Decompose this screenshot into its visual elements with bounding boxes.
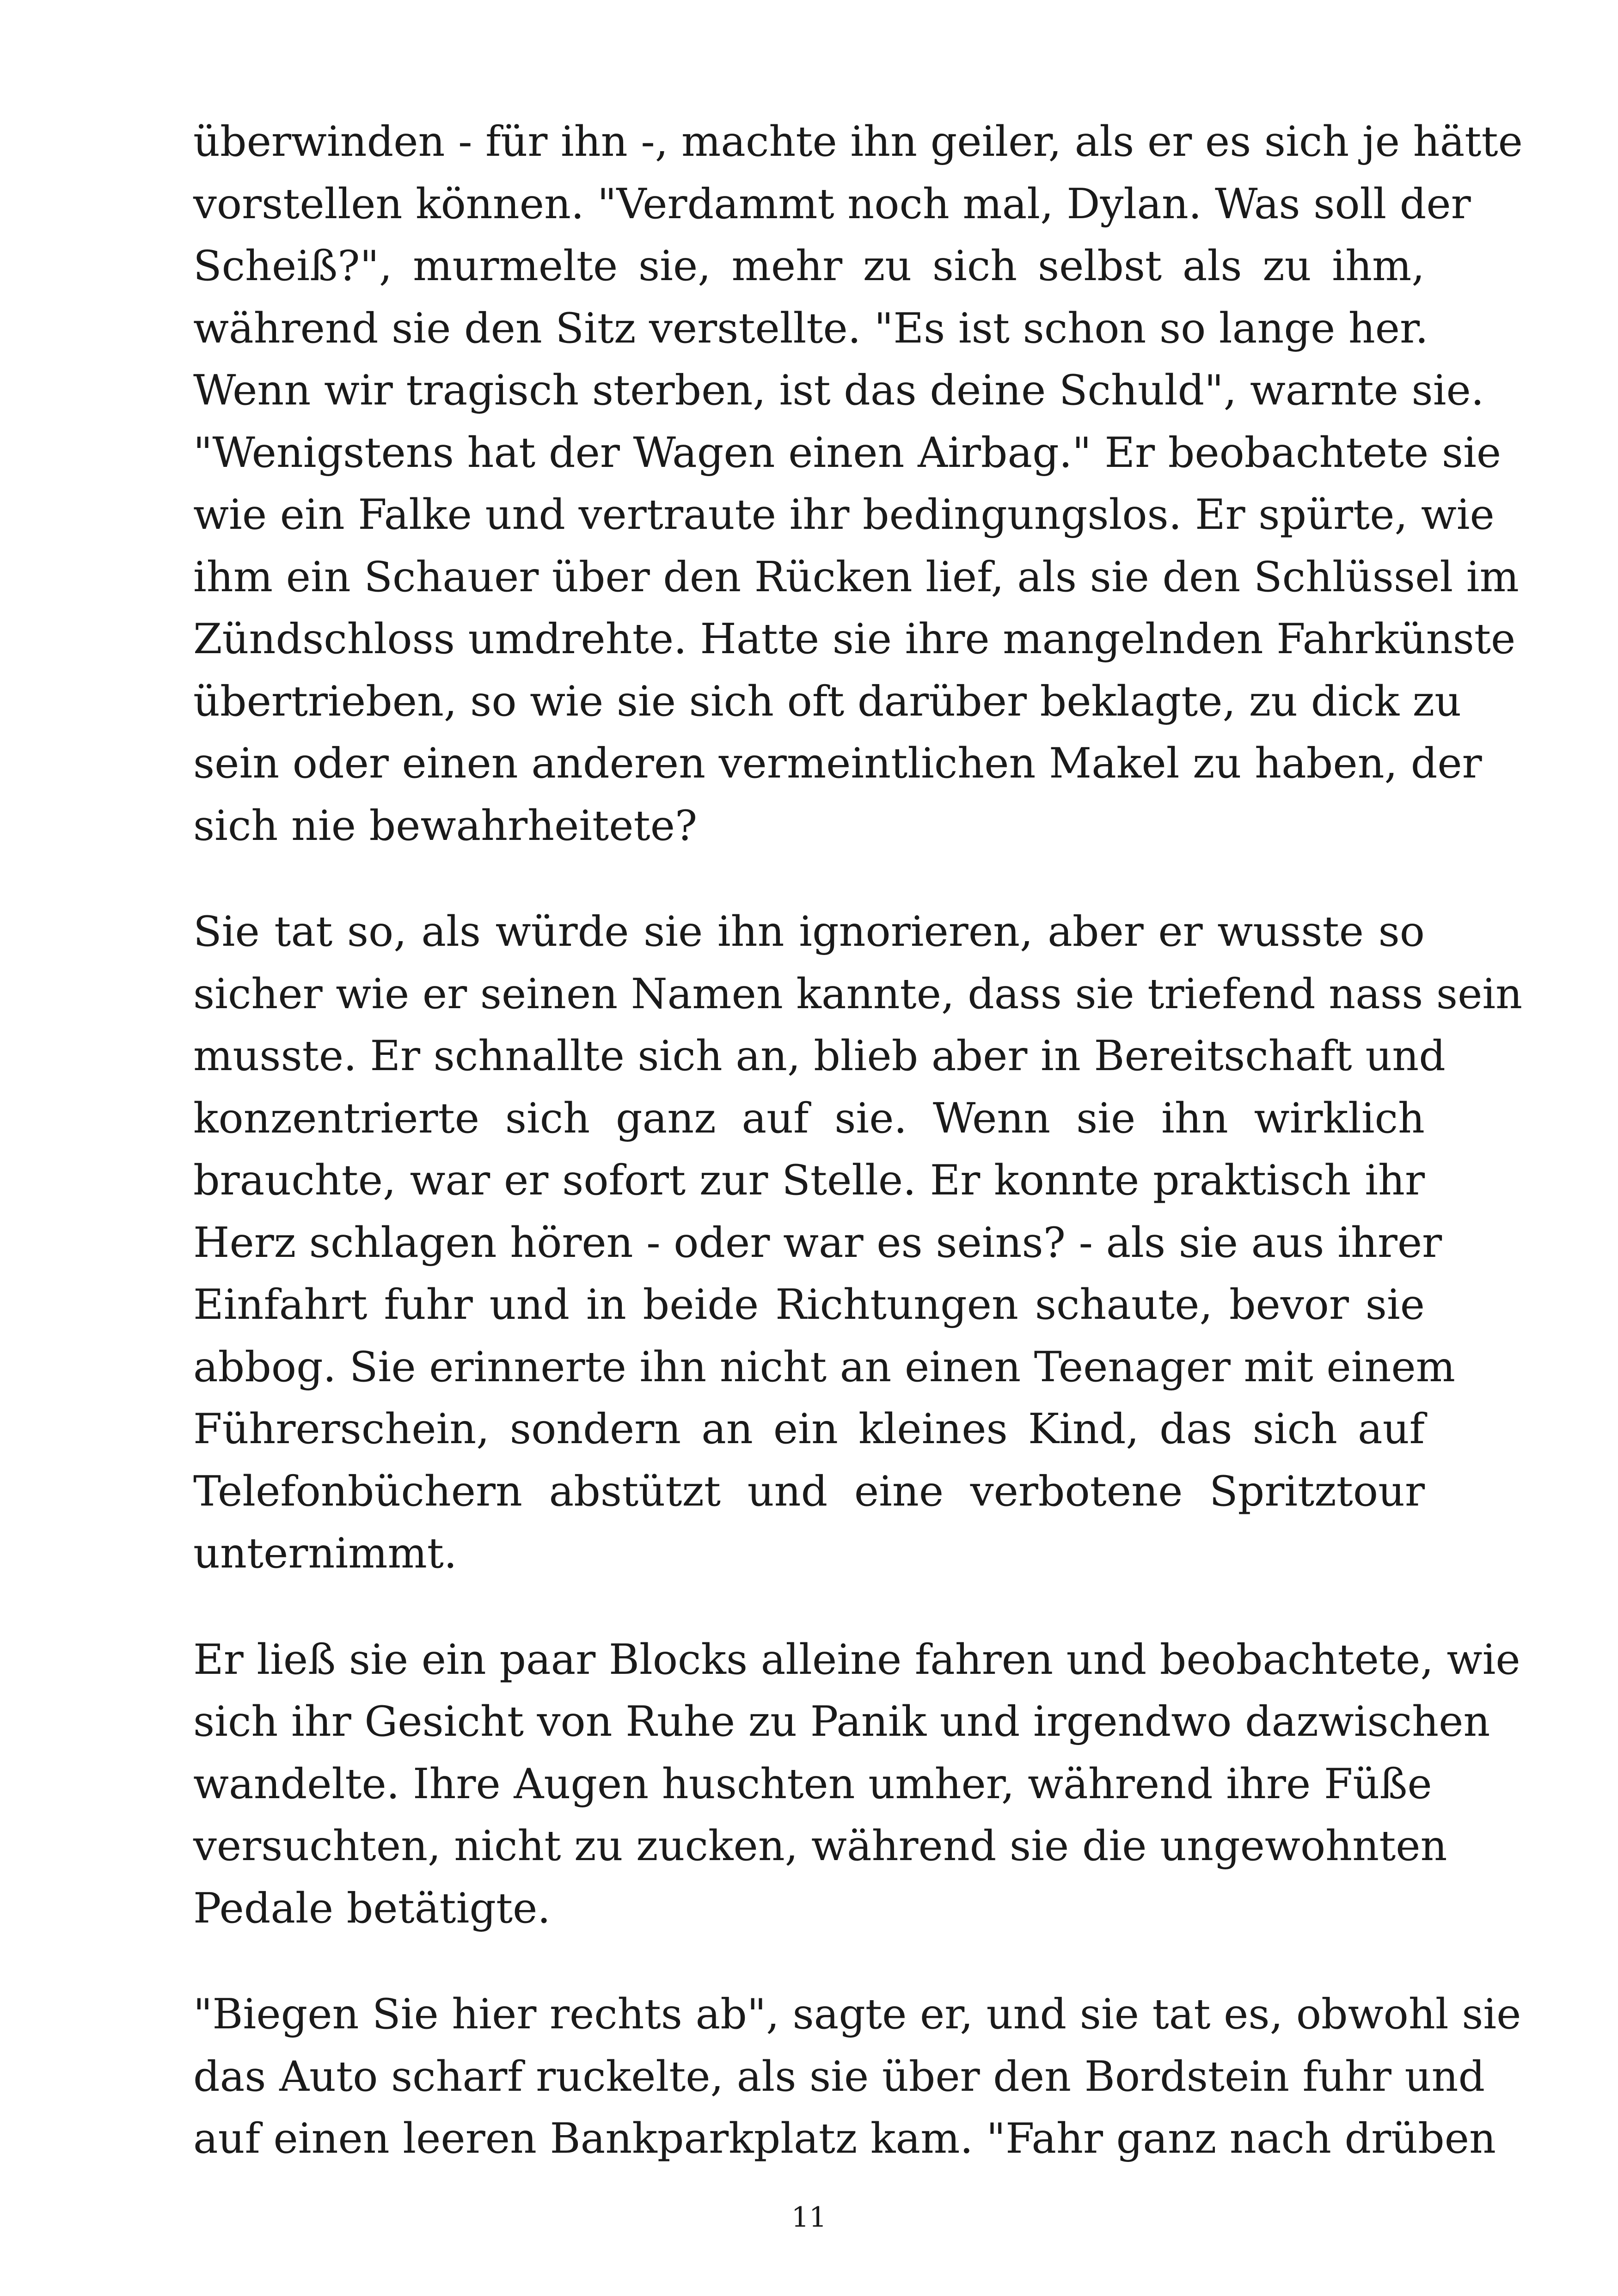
text-line: überwinden - für ihn -, machte ihn geiler, als er es sich je hätte — [193, 117, 1523, 166]
text-line: konzentrierte sich ganz auf sie. Wenn sie ihn wirklich — [193, 1094, 1425, 1143]
text-line: Er ließ sie ein paar Blocks alleine fahren und beobachtete, wie — [193, 1635, 1520, 1684]
paragraph — [193, 1629, 1520, 1940]
text-line: Wenn wir tragisch sterben, ist das deine Schuld", warnte sie. — [193, 366, 1484, 415]
text-line: Zündschloss umdrehte. Hatte sie ihre mangelnden Fahrkünste — [193, 615, 1516, 663]
paragraph — [193, 1984, 1521, 2170]
body-text — [193, 111, 1523, 2214]
text-line: ihm ein Schauer über den Rücken lief, als sie den Schlüssel im — [193, 552, 1519, 601]
text-line: Scheiß?", murmelte sie, mehr zu sich selbst als zu ihm, — [193, 242, 1425, 290]
text-line: sich nie bewahrheitete? — [193, 801, 698, 850]
text-line: abbog. Sie erinnerte ihn nicht an einen Teenager mit einem — [193, 1342, 1456, 1391]
text-line: versuchten, nicht zu zucken, während sie die ungewohnten — [193, 1822, 1447, 1870]
text-line: Pedale betätigte. — [193, 1884, 551, 1933]
text-line: übertrieben, so wie sie sich oft darüber beklagte, zu dick zu — [193, 677, 1462, 726]
text-line: Sie tat so, als würde sie ihn ignorieren, aber er wusste so — [193, 907, 1425, 956]
text-line: "Biegen Sie hier rechts ab", sagte er, und sie tat es, obwohl sie — [193, 1990, 1521, 2039]
text-line: vorstellen können. "Verdammt noch mal, Dylan. Was soll der — [193, 179, 1471, 228]
text-line: Telefonbüchern abstützt und eine verbotene Spritztour — [193, 1467, 1425, 1516]
text-line: musste. Er schnallte sich an, blieb aber in Bereitschaft und — [193, 1032, 1446, 1080]
text-line: wie ein Falke und vertraute ihr bedingungslos. Er spürte, wie — [193, 490, 1495, 539]
text-line: Einfahrt fuhr und in beide Richtungen schaute, bevor sie — [193, 1280, 1425, 1329]
page-number: 11 — [791, 2201, 827, 2234]
paragraph — [193, 111, 1523, 857]
text-line: unternimmt. — [193, 1529, 457, 1578]
text-line: "Wenigstens hat der Wagen einen Airbag." Er beobachtete sie — [193, 428, 1502, 477]
text-line: sicher wie er seinen Namen kannte, dass sie triefend nass sein — [193, 969, 1523, 1018]
text-line: Herz schlagen hören - oder war es seins? - als sie aus ihrer — [193, 1218, 1442, 1267]
text-line: brauchte, war er sofort zur Stelle. Er konnte praktisch ihr — [193, 1156, 1425, 1205]
text-line: sein oder einen anderen vermeintlichen Makel zu haben, der — [193, 739, 1482, 788]
text-line: sich ihr Gesicht von Ruhe zu Panik und irgendwo dazwischen — [193, 1697, 1490, 1746]
text-line: Führerschein, sondern an ein kleines Kind, das sich auf — [193, 1405, 1425, 1453]
paragraph — [193, 901, 1523, 1585]
text-line: während sie den Sitz verstellte. "Es ist schon so lange her. — [193, 304, 1428, 353]
text-line: wandelte. Ihre Augen huschten umher, während ihre Füße — [193, 1759, 1432, 1808]
text-line: auf einen leeren Bankparkplatz kam. "Fahr ganz nach drüben — [193, 2114, 1496, 2163]
text-line: das Auto scharf ruckelte, als sie über den Bordstein fuhr und — [193, 2052, 1485, 2101]
